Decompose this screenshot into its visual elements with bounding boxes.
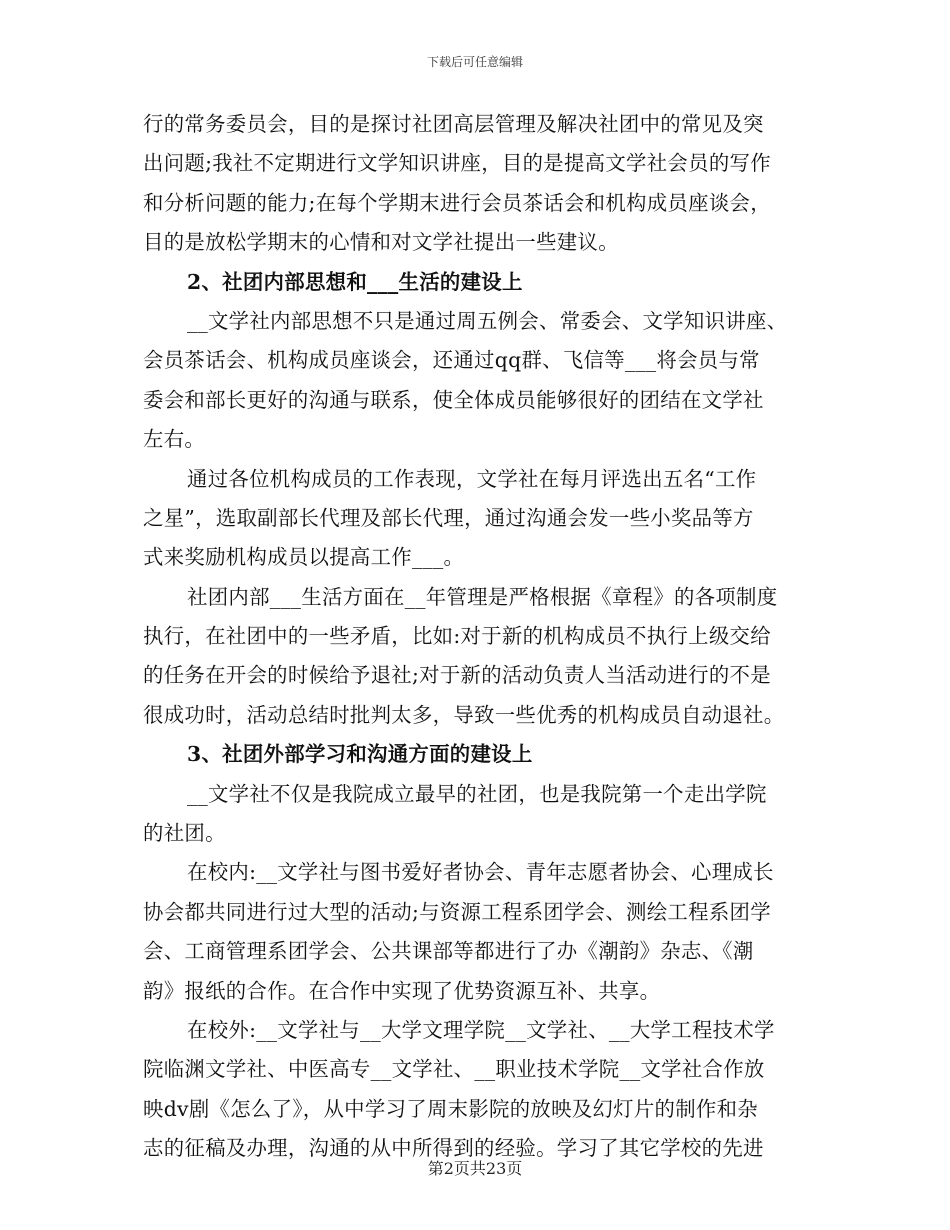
- document-body: [143, 105, 808, 1169]
- text-line: 社团内部___生活方面在__年管理是严格根据《章程》的各项制度: [187, 584, 778, 609]
- text-line: 院临渊文学社、中医高专__文学社、__职业技术学院__文学社合作放: [143, 1057, 765, 1082]
- text-line: 志的征稿及办理，沟通的从中所得到的经验。学习了其它学校的先进: [143, 1136, 764, 1161]
- text-line: 韵》报纸的合作。在合作中实现了优势资源互补、共享。: [143, 978, 661, 1003]
- text-line: 目的是放松学期末的心情和对文学社提出一些建议。: [143, 230, 619, 255]
- section-heading: 3、社团外部学习和沟通方面的建设上: [187, 742, 533, 767]
- text-line: 的任务在开会的时候给予退社;对于新的活动负责人当活动进行的不是: [143, 663, 771, 688]
- text-line: 映dv剧《怎么了》，从中学习了周末影院的放映及幻灯片的制作和杂: [143, 1096, 758, 1121]
- text-line: 在校外:__文学社与__大学文理学院__文学社、__大学工程技术学: [187, 1017, 775, 1042]
- text-line: __文学社内部思想不只是通过周五例会、常委会、文学知识讲座、: [187, 308, 788, 333]
- text-line: 通过各位机构成员的工作表现，文学社在每月评选出五名“工作: [187, 466, 757, 491]
- text-line: 委会和部长更好的沟通与联系，使全体成员能够很好的团结在文学社: [143, 387, 764, 412]
- text-line: 行的常务委员会，目的是探讨社团高层管理及解决社团中的常见及突: [143, 112, 764, 136]
- text-line: 和分析问题的能力;在每个学期末进行会员茶话会和机构成员座谈会，: [143, 190, 771, 215]
- text-line: 会、工商管理系团学会、公共课部等都进行了办《潮韵》杂志、《潮: [143, 939, 754, 964]
- page-footer: 第2页共23页: [427, 1159, 523, 1178]
- text-line: 会员茶话会、机构成员座谈会，还通过qq群、飞信等___将会员与常: [143, 348, 760, 373]
- text-line: 式来奖励机构成员以提高工作___。: [143, 545, 465, 570]
- section-heading: 2、社团内部思想和___生活的建设上: [187, 269, 523, 294]
- page-header: 下载后可任意编辑: [426, 55, 523, 69]
- text-line: 的社团。: [143, 821, 226, 846]
- text-line: 很成功时，活动总结时批判太多，导致一些优秀的机构成员自动退社。: [143, 702, 785, 727]
- text-line: 协会都共同进行过大型的活动;与资源工程系团学会、测绘工程系团学: [143, 899, 771, 924]
- text-line: 之星”，选取副部长代理及部长代理，通过沟通会发一些小奖品等方: [143, 505, 754, 530]
- text-line: 执行，在社团中的一些矛盾，比如:对于新的机构成员不执行上级交给: [143, 624, 771, 649]
- text-line: 左右。: [143, 427, 206, 452]
- text-line: __文学社不仅是我院成立最早的社团，也是我院第一个走出学院: [187, 781, 767, 806]
- text-line: 出问题;我社不定期进行文学知识讲座，目的是提高文学社会员的写作: [143, 151, 771, 176]
- text-line: 在校内:__文学社与图书爱好者协会、青年志愿者协会、心理成长: [187, 860, 774, 885]
